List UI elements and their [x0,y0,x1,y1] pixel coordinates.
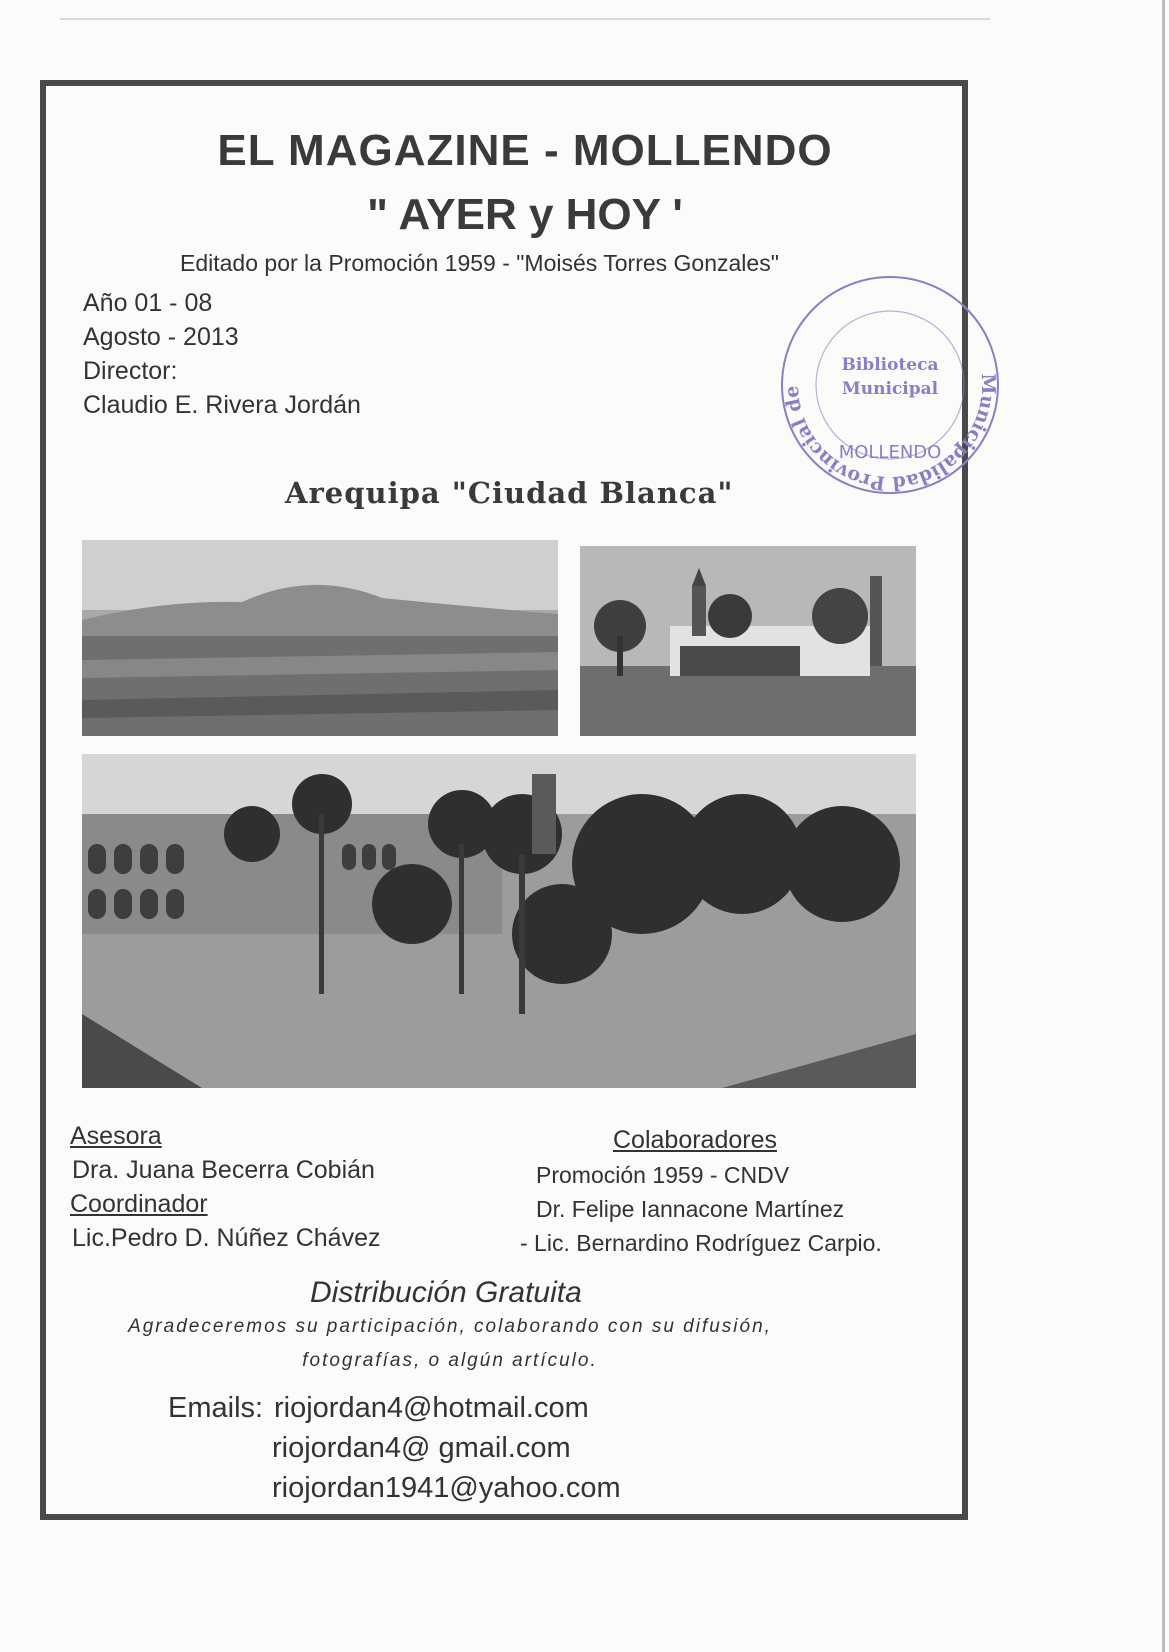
photo-plaza [82,754,916,1088]
email-link[interactable]: riojordan4@ gmail.com [272,1432,571,1464]
magazine-title: EL MAGAZINE - MOLLENDO [217,126,833,175]
stamp-ring-text: Municipalidad Provincial de [780,373,1000,495]
asesora-label: Asesora [70,1122,162,1150]
scan-edge-top [60,18,990,20]
coordinador-label: Coordinador [70,1190,208,1218]
email-link[interactable]: riojordan1941@yahoo.com [272,1472,621,1504]
colaborador-item: Dr. Felipe Iannacone Martínez [536,1196,845,1222]
director-label: Director: [83,357,178,385]
magazine-subtitle: " AYER y HOY ' [367,190,683,239]
stamp-center-line1: Biblioteca [841,355,939,375]
email-link[interactable]: riojordan4@hotmail.com [274,1392,589,1424]
colaborador-item: Promoción 1959 - CNDV [536,1162,790,1188]
thanks-line-1: Agradeceremos su participación, colaborando con su difusión, [128,1316,772,1337]
director-name: Claudio E. Rivera Jordán [83,391,361,419]
emails-label: Emails: [168,1392,264,1424]
colaborador-item: - Lic. Bernardino Rodríguez Carpio. [520,1230,882,1256]
section-title: Arequipa "Ciudad Blanca" [285,476,734,510]
issue-number: Año 01 - 08 [83,289,213,317]
asesora-name: Dra. Juana Becerra Cobián [72,1156,375,1184]
scan-edge-right [1162,0,1165,1652]
photo-landscape [82,540,558,736]
thanks-line-2: fotografías, o algún artículo. [302,1350,598,1371]
coordinador-name: Lic.Pedro D. Núñez Chávez [72,1224,381,1252]
stamp-center-line2: Municipal [841,379,939,399]
stamp-bottom-text: MOLLENDO [838,442,942,463]
library-stamp [775,270,1005,500]
edited-by-line: Editado por la Promoción 1959 - "Moisés Torres Gonzales" [180,250,779,276]
distribution-title: Distribución Gratuita [310,1276,582,1309]
colaboradores-label: Colaboradores [613,1126,777,1154]
issue-date: Agosto - 2013 [83,323,239,351]
photo-church [580,546,916,736]
